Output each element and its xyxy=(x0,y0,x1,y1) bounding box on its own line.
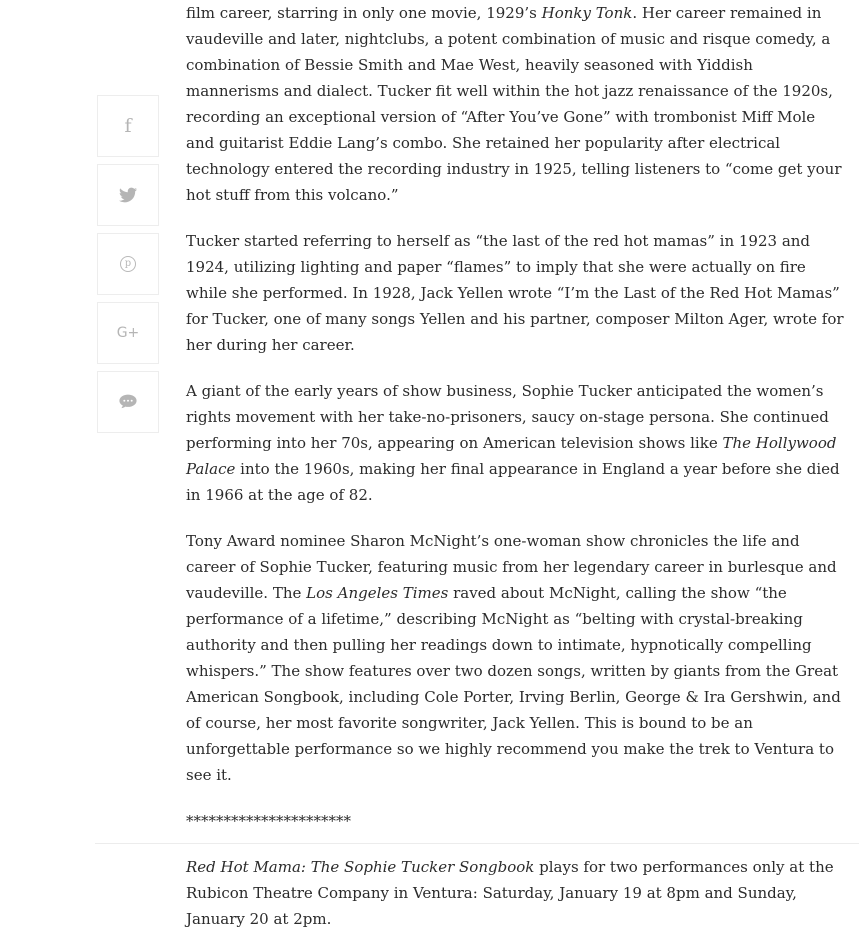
twitter-icon xyxy=(119,186,137,204)
article-text: raved about McNight, calling the show “the performance of a lifetime,” describing McNight as “belting with crystal-breaking authority and then pulling her readings down to intimate, hypnotically compelling whispers.” The show features over two dozen songs, written by giants from the Great American Songbook, including Cole Porter, Irving Berlin, George & Ira Gershwin, and of course, her most favorite songwriter, Jack Yellen. This is bound to be an unforgettable performance so we highly recommend you make the trek to Ventura to see it. xyxy=(186,584,841,784)
article-text: plays for two performances only at the Rubicon Theatre Company in Ventura: Saturday, January 19 at 8pm and Sunday, January 20 at 2pm. xyxy=(186,858,834,928)
comment-icon xyxy=(118,393,138,411)
pinterest-icon: p xyxy=(120,256,136,272)
facebook-share-button[interactable] xyxy=(97,95,159,157)
article-text: into the 1960s, making her final appearance in England a year before she died in 1966 at the age of 82. xyxy=(186,460,840,504)
article-paragraph xyxy=(186,528,846,788)
article-text: film career, starring in only one movie, 1929’s xyxy=(186,4,542,22)
article-text: Tony Award nominee Sharon McNight’s one-woman show chronicles the life and career of Sophie Tucker, featuring music from her legendary career in burlesque and vaudeville. The xyxy=(186,532,837,602)
article-text: . Her career remained in vaudeville and later, nightclubs, a potent combination of music and risque comedy, a combination of Bessie Smith and Mae West, heavily seasoned with Yiddish mannerisms and dialect. Tucker fit well within the hot jazz renaissance of the 1920s, recording an exceptional version of “After You’ve Gone” with trombonist Miff Mole and guitarist Eddie Lang’s combo. She retained her popularity after electrical technology entered the recording industry in 1925, telling listeners to “come get your hot stuff from this volcano.” xyxy=(186,4,842,204)
bottom-divider xyxy=(95,843,859,844)
article-paragraph xyxy=(186,854,846,932)
article-text-italic: Los Angeles Times xyxy=(306,584,449,602)
article-text-italic: Red Hot Mama: The Sophie Tucker Songbook xyxy=(186,858,535,876)
article-paragraph xyxy=(186,228,846,358)
article-body xyxy=(186,0,846,952)
article-paragraph xyxy=(186,808,846,834)
share-sidebar xyxy=(97,95,159,440)
article-text-italic: The Hollywood Palace xyxy=(186,434,837,478)
pinterest-share-button[interactable] xyxy=(97,233,159,295)
facebook-icon: f xyxy=(124,114,132,137)
article-text: ********************** xyxy=(186,812,351,830)
article-paragraph xyxy=(186,378,846,508)
article-text: Tucker started referring to herself as “the last of the red hot mamas” in 1923 and 1924, utilizing lighting and paper “flames” to imply that she were actually on fire while she performed. In 1928, Jack Yellen wrote “I’m the Last of the Red Hot Mamas” for Tucker, one of many songs Yellen and his partner, composer Milton Ager, wrote for her during her career. xyxy=(186,232,844,354)
comments-button[interactable] xyxy=(97,371,159,433)
google-plus-icon: G+ xyxy=(116,325,140,341)
google-plus-share-button[interactable] xyxy=(97,302,159,364)
article-paragraph xyxy=(186,0,846,208)
twitter-share-button[interactable] xyxy=(97,164,159,226)
article-text: A giant of the early years of show business, Sophie Tucker anticipated the women’s rights movement with her take-no-prisoners, saucy on-stage persona. She continued performing into her 70s, appearing on American television shows like xyxy=(186,382,829,452)
article-text-italic: Honky Tonk xyxy=(541,4,633,22)
